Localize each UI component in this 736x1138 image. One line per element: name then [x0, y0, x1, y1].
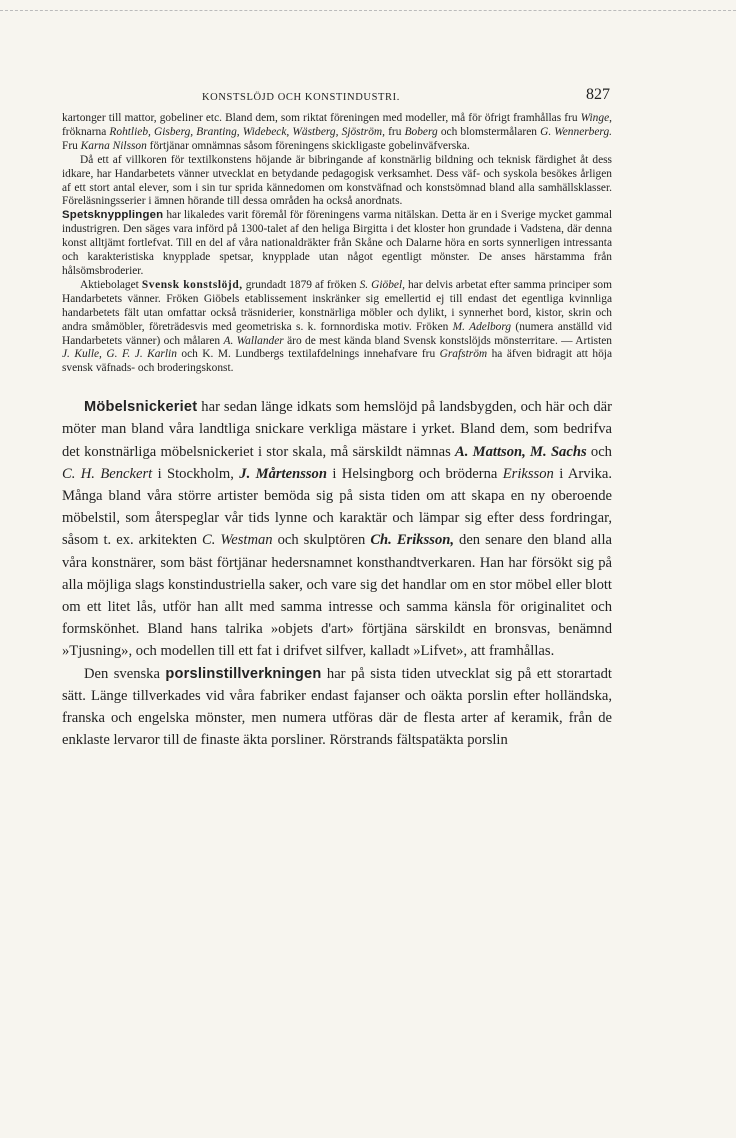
page-header [62, 86, 612, 112]
book-page [62, 86, 612, 751]
scan-edge-rule [0, 10, 736, 12]
paragraph-lace-making: Spetsknypplingen har likaledes varit föremål för föreningens varma nitälskan. Detta är en i Sverige mycket gammal industrigren. Den säges vara införd på 1300-talet af den heliga Birgitta i det kloster hon grundade i Vadstena, där denna konst alltjämt fortlefvat. Till en del af våra nationaldräkter från Skåne och Dalarne höra en sorts synnerligen intressanta och karakteristiska knypplade spetsar, knypplade utan något egentligt mönster. De anses härstamma från hålsömsbroderier. [62, 209, 612, 277]
paragraph-education: Då ett af villkoren för textilkonstens höjande är bibringande af konstnärlig bildning och teknisk färdighet åt dess idkare, har Handarbetets vänner utvecklat en betydande pedagogisk verksamhet. Dess väf- och syskola besökes årligen af ett stort antal elever, som i sin tur sprida kännedomen om konstväfnad och konstsömnad bland alla samhällsklasser. Föreläsningsserier i ämnen hörande till dessa områden ha också anordnats. [62, 153, 612, 208]
main-text-section [62, 396, 612, 751]
paragraph-porcelain: Den svenska porslinstillverkningen har på sista tiden utvecklat sig på ett storartadt sätt. Länge tillverkades vid våra fabriker endast fajanser och oäkta porslin efter holländska, franska och engelska mönster, men numera utföras där de flesta arter af keramik, från de enklaste lervaror till de finaste äkta porsliner. Rörstrands fältspatäkta porslin [62, 665, 612, 749]
page-number: 827 [586, 86, 610, 103]
paragraph-textile-models: kartonger till mattor, gobeliner etc. Bland dem, som riktat föreningen med modeller, må för öfrigt framhållas fru Winge, fröknarna Rohtlieb, Gisberg, Branting, Widebeck, Wästberg, Sjöström, fru Boberg och blomstermålaren G. Wennerberg. Fru Karna Nilsson förtjänar omnämnas såsom föreningens skickligaste gobelinväfverska. [62, 112, 612, 152]
paragraph-svensk-konstslojd: Aktiebolaget Svensk konstslöjd, grundadt 1879 af fröken S. Giöbel, har delvis arbetat efter samma principer som Handarbetets vänner. Fröken Giöbels etablissement inskränker sig emellertid ej till endast det egentliga kvinnliga handarbetets fält utan omfattar också träsniderier, konstnärliga möbler och dylikt, i synnerhet bord, kistor, skrin och andra småmöbler, företrädesvis med geometriska s. k. fornnordiska motiv. Fröken M. Adelborg (numera anställd vid Handarbetets vänner) och målaren A. Wallander äro de mest kända bland Svensk konstslöjds mönsterritare. — Artisten J. Kulle, G. F. J. Karlin och K. M. Lundbergs textilafdelnings innehafvare fru Grafström ha äfven bidragit att höja svensk väfnads- och broderingskonst. [62, 278, 613, 375]
running-title: KONSTSLÖJD OCH KONSTINDUSTRI. [202, 92, 400, 103]
paragraph-furniture: Möbelsnickeriet har sedan länge idkats som hemslöjd på landsbygden, och här och där möter man bland våra landtliga snickare verkliga mästare i yrket. Bland dem, som bedrifva det konstnärliga möbelsnickeriet i stor skala, må särskildt nämnas A. Mattson, M. Sachs och C. H. Benckert i Stockholm, J. Mårtensson i Helsingborg och bröderna Eriksson i Arvika. Många bland våra större artister bemöda sig på sista tiden om att skapa en ny oberoende möbelstil, som återspeglar vår tids lynne och karaktär och lämpar sig efter dess fordringar, såsom t. ex. arkitekten C. Westman och skulptören Ch. Eriksson, den senare den bland alla våra konstnärer, som bäst förtjänar hedersnamnet konsthandtverkaren. Han har försökt sig på alla möjliga slags konstindustriella saker, och vare sig det handlar om en stor möbel eller blott om ett litet lås, utför han allt med samma intresse och samma känsla för originalitet och formskönhet. Bland hans talrika »objets d'art» förtjäna särskildt en bronsvas, benämnd »Tjusning», och modellen till ett fat i drifvet silfver, kalladt »Lifvet», att framhållas. [62, 399, 612, 660]
small-print-section [62, 112, 612, 376]
